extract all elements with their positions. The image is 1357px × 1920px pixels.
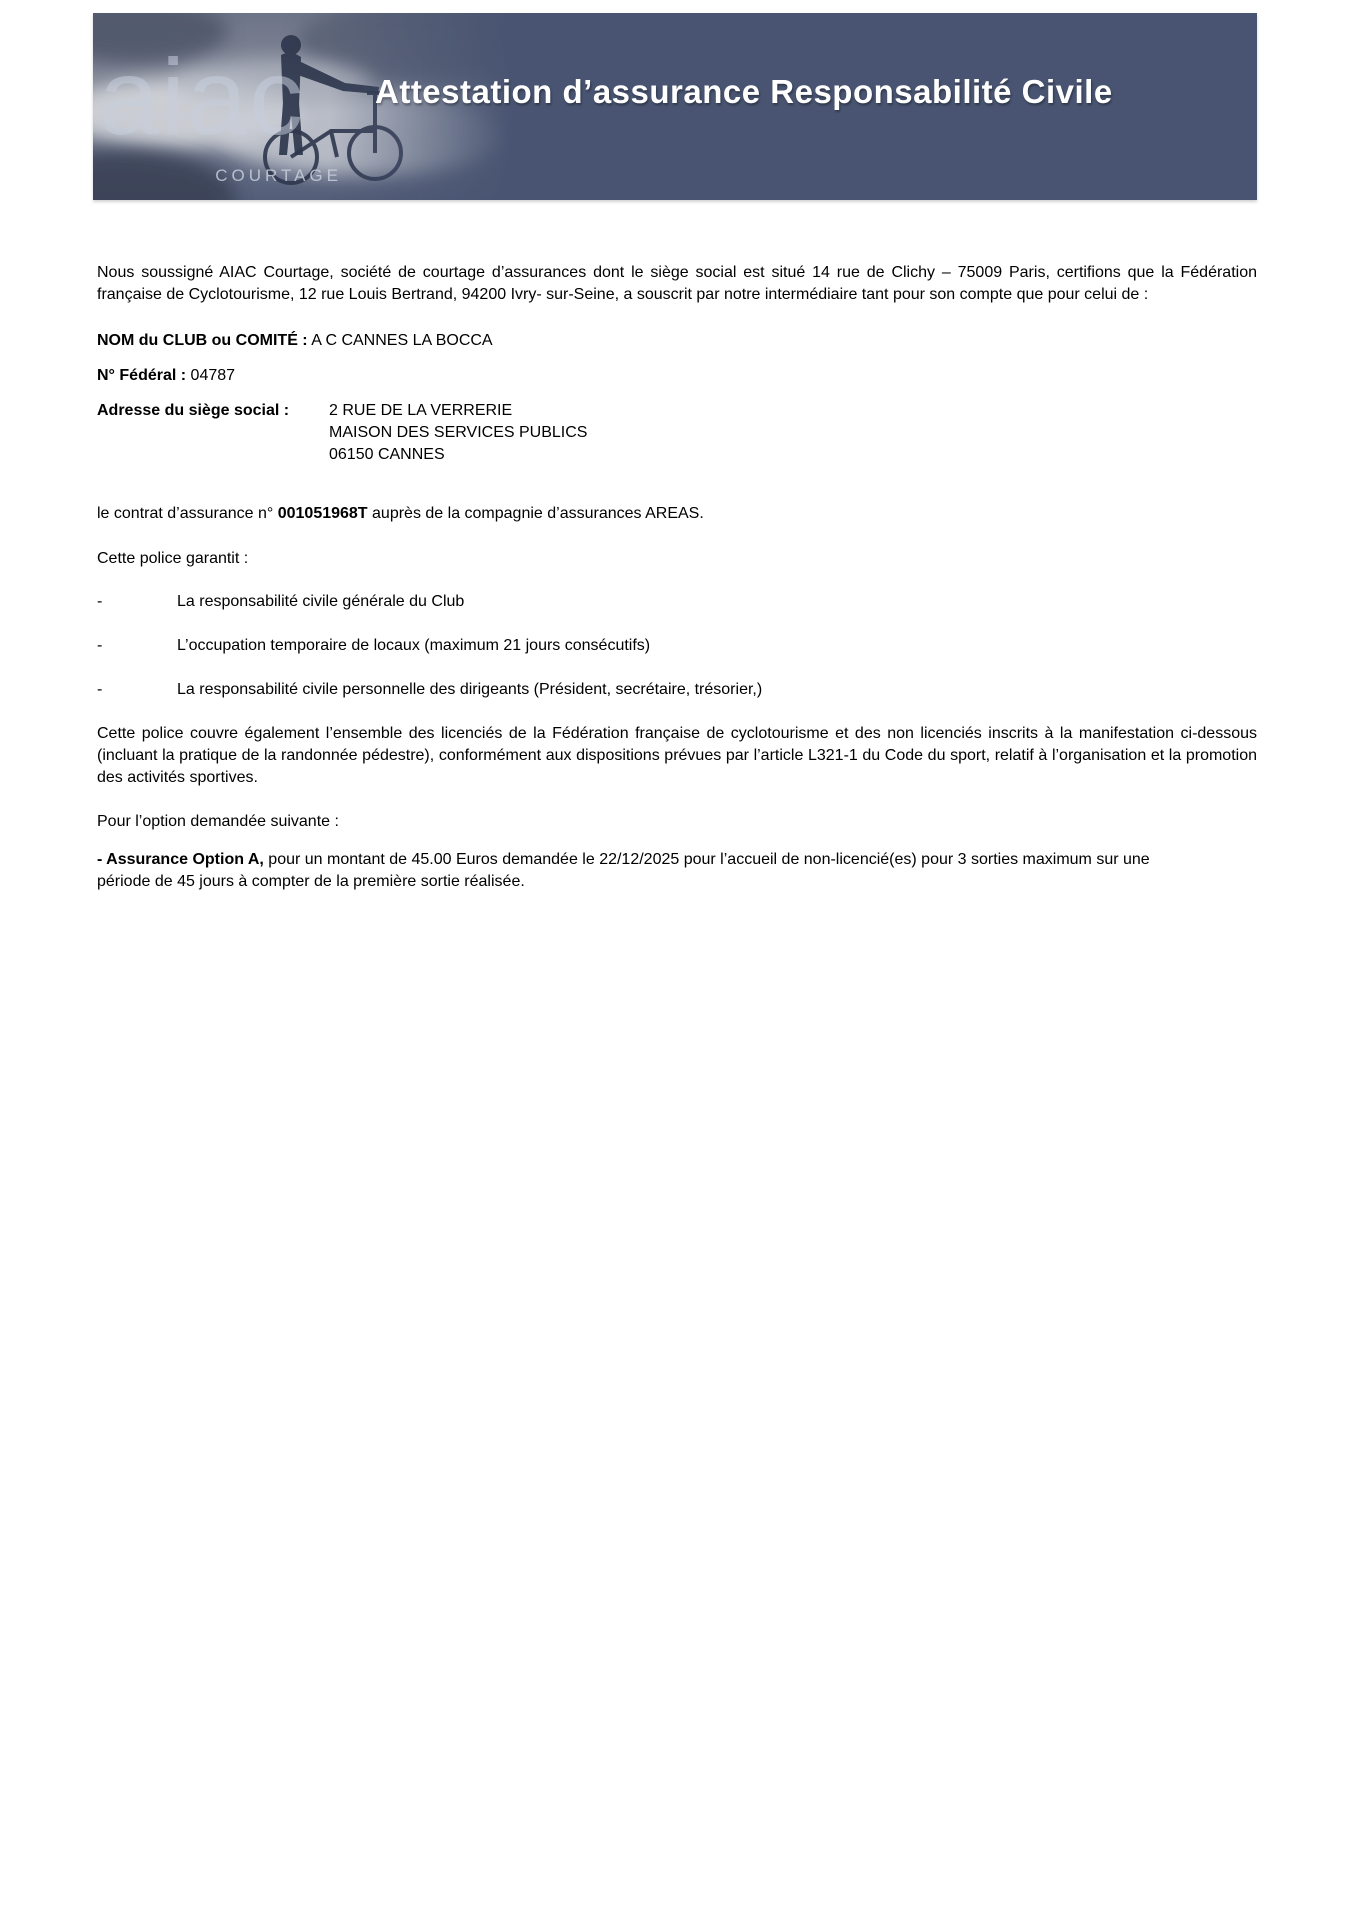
contract-row — [97, 503, 1257, 525]
aiac-logo-subtext: COURTAGE — [215, 166, 342, 185]
header-banner — [93, 13, 1257, 200]
club-name-row — [97, 330, 1257, 352]
contract-prefix: le contrat d’assurance n° — [97, 505, 278, 522]
aiac-logo-text: aiac — [99, 36, 306, 157]
bullet-dash: - — [97, 593, 103, 610]
guarantee-item-2 — [97, 635, 1257, 657]
guarantee-item-3 — [97, 679, 1257, 701]
club-name-label: NOM du CLUB ou COMITÉ : — [97, 332, 308, 349]
address-line-2: MAISON DES SERVICES PUBLICS — [329, 424, 588, 441]
document-title: Attestation d’assurance Responsabilité Civile — [375, 73, 1113, 110]
federal-number-row — [97, 365, 1257, 387]
address-row — [97, 400, 1257, 466]
contract-suffix: auprès de la compagnie d’assurances AREAS. — [367, 505, 704, 522]
bullet-dash: - — [97, 681, 103, 698]
guarantee-item-1-text: La responsabilité civile générale du Club — [177, 593, 465, 610]
federal-number-value: 04787 — [190, 367, 236, 384]
coverage-paragraph: Cette police couvre également l’ensemble des licenciés de la Fédération française de cyclotourisme et des non licenciés inscrits à la manifestation ci-dessous (incluant la pratique de la randonnée pédestre), conformément aux dispositions prévues par l’article L321-1 du Code du sport, relatif à l’organisation et la promotion des activités sportives. — [97, 725, 1257, 786]
intro-paragraph: Nous soussigné AIAC Courtage, société de courtage d’assurances dont le siège social est situé 14 rue de Clichy – 75009 Paris, certifions que la Fédération française de Cyclotourisme, 12 rue Louis Bertrand, 94200 Ivry- sur-Seine, a souscrit par notre intermédiaire tant pour son compte que pour celui de : — [97, 264, 1257, 303]
address-value — [329, 400, 587, 466]
guarantee-item-2-text: L’occupation temporaire de locaux (maximum 21 jours consécutifs) — [177, 637, 651, 654]
option-paragraph — [97, 849, 1202, 893]
option-details: pour un montant de 45.00 Euros demandée le 22/12/2025 pour l’accueil de non-licencié(es) pour 3 sorties maximum sur une période de 45 jours à compter de la première sortie réalisée. — [97, 851, 1150, 890]
guarantee-intro: Cette police garantit : — [97, 550, 249, 567]
contract-number: 001051968T — [277, 505, 368, 522]
federal-number-label: N° Fédéral : — [97, 367, 187, 384]
option-intro: Pour l’option demandée suivante : — [97, 813, 339, 830]
bullet-dash: - — [97, 637, 103, 654]
aiac-logo — [99, 13, 344, 200]
address-line-1: 2 RUE DE LA VERRERIE — [329, 402, 513, 419]
address-label: Adresse du siège social : — [97, 402, 290, 419]
address-line-3: 06150 CANNES — [329, 446, 445, 463]
guarantee-item-3-text: La responsabilité civile personnelle des dirigeants (Président, secrétaire, trésorier,) — [177, 681, 763, 698]
guarantee-item-1 — [97, 591, 1257, 613]
option-name: - Assurance Option A, — [97, 851, 264, 868]
document-body — [97, 262, 1257, 909]
club-name-value: A C CANNES LA BOCCA — [311, 332, 493, 349]
